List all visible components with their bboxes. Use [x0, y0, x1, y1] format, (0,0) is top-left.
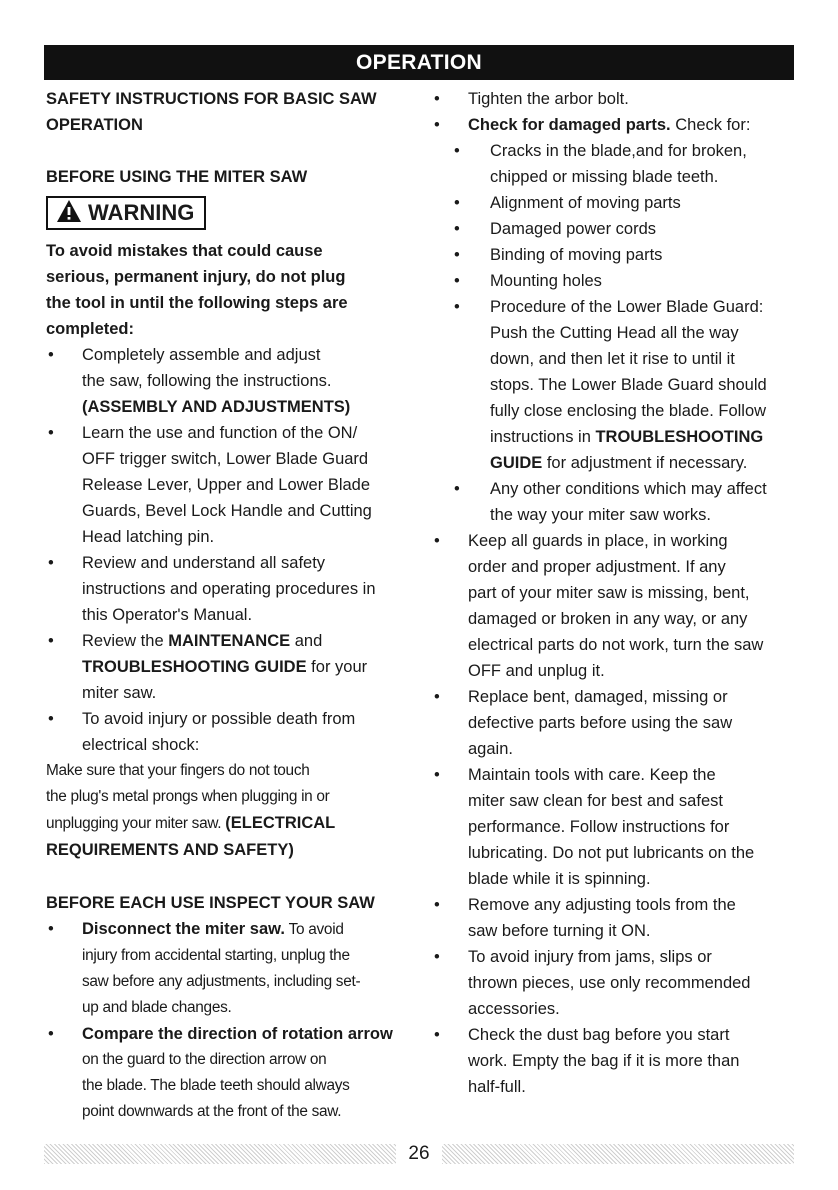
item-line: lubricating. Do not put lubricants on the	[468, 844, 755, 862]
list-item	[46, 916, 416, 1021]
list-item	[46, 628, 416, 706]
electrical-note	[46, 758, 416, 864]
item-line: OFF trigger switch, Lower Blade Guard	[82, 450, 369, 468]
bullet-icon: •	[48, 424, 54, 442]
item-line: electrical parts do not work, turn the saw	[468, 636, 764, 654]
bullet-icon: •	[48, 346, 54, 364]
item-line: performance. Follow instructions for	[468, 818, 730, 836]
sub-item	[432, 294, 800, 476]
list-item	[46, 706, 416, 758]
page-number: 26	[408, 1143, 430, 1164]
item-line: point downwards at the front of the saw.	[82, 1103, 342, 1120]
item-bold: Compare the direction of rotation arrow	[82, 1025, 393, 1043]
item-line: damaged or broken in any way, or any	[468, 610, 748, 628]
item-line: saw before any adjustments, including set-	[82, 973, 361, 990]
list-item	[432, 528, 800, 684]
bullet-icon: •	[454, 298, 460, 316]
sub-item	[432, 242, 800, 268]
item-line: Review and understand all safety	[82, 554, 326, 572]
item-line: Keep all guards in place, in working	[468, 532, 728, 550]
item-line: injury from accidental starting, unplug the	[82, 947, 350, 964]
item-text: for your	[306, 658, 368, 676]
item-line: Head latching pin.	[82, 528, 215, 546]
list-item	[432, 1022, 800, 1100]
bullet-icon: •	[48, 554, 54, 572]
bullet-icon: •	[434, 688, 440, 706]
list-item	[46, 342, 416, 420]
item-line: To avoid injury from jams, slips or	[468, 948, 712, 966]
section-banner: OPERATION	[44, 45, 794, 80]
item-line: miter saw.	[82, 684, 157, 702]
note-bold: (ELECTRICAL	[225, 814, 336, 832]
list-item	[432, 892, 800, 944]
bullet-icon: •	[48, 632, 54, 650]
warning-triangle-icon	[56, 199, 82, 223]
item-line: Completely assemble and adjust	[82, 346, 321, 364]
sub-item	[432, 216, 800, 242]
item-line: half-full.	[468, 1078, 526, 1096]
item-line: the saw, following the instructions.	[82, 372, 332, 390]
bullet-icon: •	[454, 246, 460, 264]
item-bold: Disconnect the miter saw.	[82, 920, 285, 938]
bullet-icon: •	[454, 194, 460, 212]
note-text: unplugging your miter saw.	[46, 815, 226, 832]
item-text: instructions in	[490, 428, 596, 446]
item-line: this Operator's Manual.	[82, 606, 253, 624]
list-item	[46, 1021, 416, 1125]
item-line: miter saw clean for best and safest	[468, 792, 723, 810]
item-line: Replace bent, damaged, missing or	[468, 688, 728, 706]
item-text: To avoid	[284, 921, 344, 938]
item-line: Push the Cutting Head all the way	[490, 324, 739, 342]
item-line: Tighten the arbor bolt.	[468, 90, 629, 108]
item-line: up and blade changes.	[82, 999, 232, 1016]
item-bold: GUIDE	[490, 454, 543, 472]
warning-lead	[46, 238, 416, 342]
item-bold: TROUBLESHOOTING	[595, 428, 764, 446]
list-item	[432, 112, 800, 138]
bullet-icon: •	[454, 480, 460, 498]
bullet-icon: •	[434, 532, 440, 550]
item-line: the blade. The blade teeth should always	[82, 1077, 350, 1094]
item-text: Check for:	[670, 116, 751, 134]
item-line: blade while it is spinning.	[468, 870, 651, 888]
item-line: saw before turning it ON.	[468, 922, 651, 940]
lead-line: serious, permanent injury, do not plug	[46, 268, 346, 286]
list-item	[432, 684, 800, 762]
item-line: Cracks in the blade,and for broken,	[490, 142, 747, 160]
item-line: instructions and operating procedures in	[82, 580, 376, 598]
bullet-icon: •	[434, 116, 440, 134]
note-line: the plug's metal prongs when plugging in or	[46, 788, 330, 805]
item-line: electrical shock:	[82, 736, 200, 754]
item-text: Review the	[82, 632, 169, 650]
item-line: To avoid injury or possible death from	[82, 710, 356, 728]
note-bold: REQUIREMENTS AND SAFETY)	[46, 841, 294, 859]
sub-item	[432, 268, 800, 294]
item-text: for adjustment if necessary.	[542, 454, 748, 472]
bullet-icon: •	[434, 1026, 440, 1044]
bullet-icon: •	[434, 896, 440, 914]
item-line: Guards, Bevel Lock Handle and Cutting	[82, 502, 372, 520]
right-column	[432, 86, 800, 1100]
item-bold: TROUBLESHOOTING GUIDE	[82, 658, 307, 676]
left-column	[46, 86, 416, 1125]
list-item	[46, 550, 416, 628]
bullet-icon: •	[454, 142, 460, 160]
item-line: order and proper adjustment. If any	[468, 558, 726, 576]
warning-box	[46, 196, 206, 230]
item-line: down, and then let it rise to until it	[490, 350, 735, 368]
bullet-icon: •	[434, 948, 440, 966]
item-line: Any other conditions which may affect	[490, 480, 767, 498]
item-line: on the guard to the direction arrow on	[82, 1051, 327, 1068]
item-line: work. Empty the bag if it is more than	[468, 1052, 740, 1070]
sub-item	[432, 190, 800, 216]
item-line: Remove any adjusting tools from the	[468, 896, 736, 914]
lead-line: To avoid mistakes that could cause	[46, 242, 323, 260]
warning-label: WARNING	[88, 200, 195, 225]
item-line: the way your miter saw works.	[490, 506, 711, 524]
list-item	[432, 944, 800, 1022]
list-item	[432, 762, 800, 892]
heading-inspect: BEFORE EACH USE INSPECT YOUR SAW	[46, 894, 375, 912]
item-line: thrown pieces, use only recommended	[468, 974, 751, 992]
bullet-icon: •	[434, 90, 440, 108]
bullet-icon: •	[48, 1025, 54, 1043]
lead-line: completed:	[46, 320, 135, 338]
item-line: OFF and unplug it.	[468, 662, 605, 680]
heading-safety: SAFETY INSTRUCTIONS FOR BASIC SAW	[46, 90, 377, 108]
item-line: again.	[468, 740, 513, 758]
item-line: Procedure of the Lower Blade Guard:	[490, 298, 764, 316]
note-line: Make sure that your fingers do not touch	[46, 762, 310, 779]
item-line: part of your miter saw is missing, bent,	[468, 584, 750, 602]
item-line: fully close enclosing the blade. Follow	[490, 402, 767, 420]
item-line: Check the dust bag before you start	[468, 1026, 730, 1044]
item-line: accessories.	[468, 1000, 560, 1018]
item-line: Release Lever, Upper and Lower Blade	[82, 476, 371, 494]
bullet-icon: •	[434, 766, 440, 784]
list-item	[432, 86, 800, 112]
lead-line: the tool in until the following steps are	[46, 294, 348, 312]
item-line: Mounting holes	[490, 272, 602, 290]
heading-safety-cont: OPERATION	[46, 116, 143, 134]
item-bold: (ASSEMBLY AND ADJUSTMENTS)	[82, 398, 351, 416]
item-line: stops. The Lower Blade Guard should	[490, 376, 767, 394]
page-footer	[44, 1142, 794, 1166]
item-line: chipped or missing blade teeth.	[490, 168, 719, 186]
item-bold: Check for damaged parts.	[468, 116, 671, 134]
item-line: Learn the use and function of the ON/	[82, 424, 358, 442]
bullet-icon: •	[454, 272, 460, 290]
sub-item	[432, 476, 800, 528]
bullet-icon: •	[48, 920, 54, 938]
item-line: Damaged power cords	[490, 220, 656, 238]
item-bold: MAINTENANCE	[168, 632, 291, 650]
item-line: defective parts before using the saw	[468, 714, 733, 732]
sub-item	[432, 138, 800, 190]
bullet-icon: •	[454, 220, 460, 238]
item-line: Maintain tools with care. Keep the	[468, 766, 716, 784]
list-item	[46, 420, 416, 550]
heading-before-using: BEFORE USING THE MITER SAW	[46, 168, 308, 186]
item-text: and	[290, 632, 323, 650]
item-line: Alignment of moving parts	[490, 194, 681, 212]
bullet-icon: •	[48, 710, 54, 728]
item-line: Binding of moving parts	[490, 246, 663, 264]
